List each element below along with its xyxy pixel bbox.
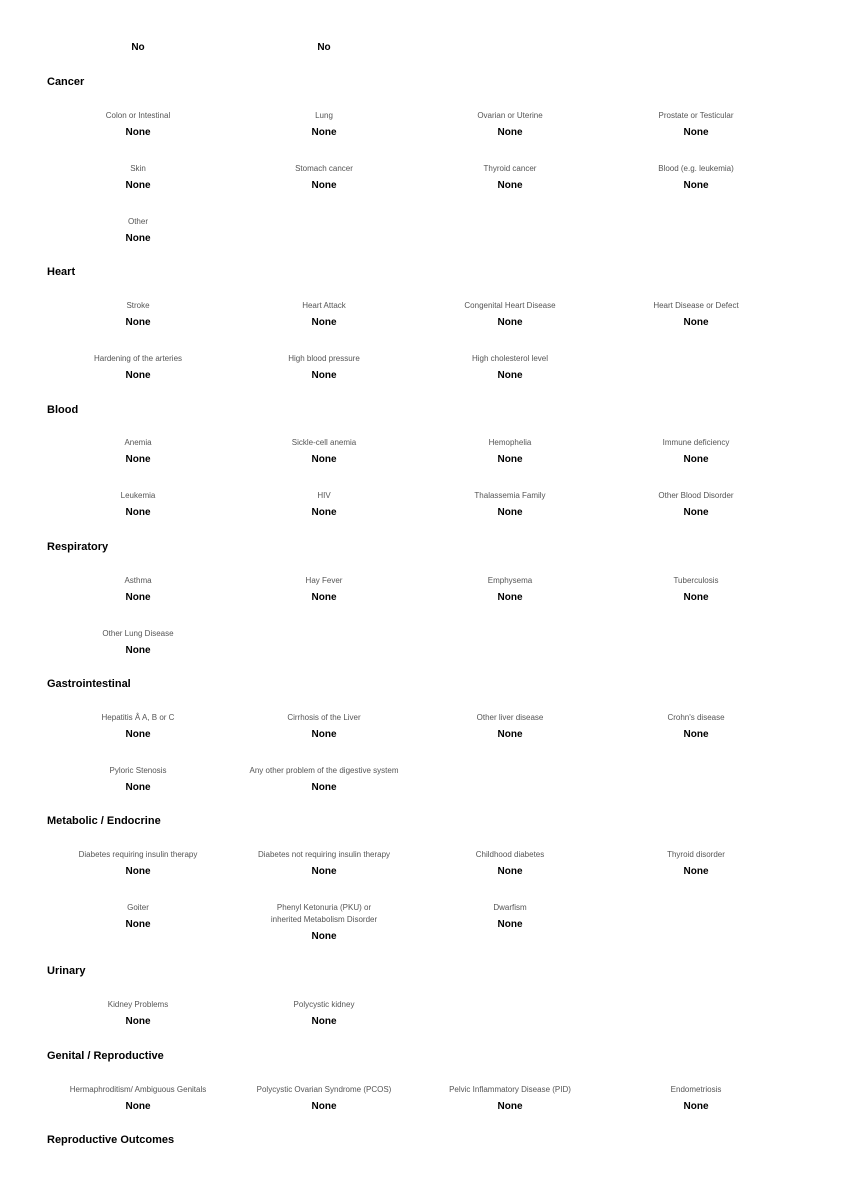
- condition-value: None: [311, 370, 337, 381]
- condition-value: None: [683, 729, 709, 740]
- condition-cell: [45, 163, 231, 192]
- condition-value: None: [311, 507, 337, 518]
- section-title-respiratory: Respiratory: [47, 541, 109, 553]
- condition-cell: [603, 163, 789, 192]
- condition-label: Blood (e.g. leukemia): [658, 164, 734, 173]
- condition-value: None: [683, 454, 709, 465]
- condition-label: Lung: [315, 111, 333, 120]
- condition-cell: [603, 300, 789, 329]
- condition-cell: [231, 765, 417, 794]
- condition-label: Crohn's disease: [667, 713, 725, 722]
- condition-cell: [231, 849, 417, 878]
- condition-value: None: [125, 454, 151, 465]
- condition-value: None: [311, 1101, 337, 1112]
- condition-cell: [603, 575, 789, 604]
- condition-cell: [45, 1084, 231, 1113]
- condition-value: None: [311, 180, 337, 191]
- condition-value: None: [125, 1016, 151, 1027]
- section-title-blood: Blood: [47, 404, 79, 416]
- condition-cell: [417, 712, 603, 741]
- condition-cell: [231, 437, 417, 466]
- condition-label: Polycystic Ovarian Syndrome (PCOS): [256, 1085, 392, 1094]
- condition-value: None: [311, 931, 337, 942]
- condition-value: None: [683, 507, 709, 518]
- top-answer: No: [131, 42, 145, 53]
- condition-label: Phenyl Ketonuria (PKU) or inherited Metabolism Disorder: [270, 903, 378, 924]
- condition-value: None: [311, 866, 337, 877]
- condition-cell: [45, 110, 231, 139]
- condition-label: Ovarian or Uterine: [477, 111, 543, 120]
- condition-label: Sickle-cell anemia: [291, 438, 357, 447]
- condition-value: None: [125, 370, 151, 381]
- condition-value: None: [497, 370, 523, 381]
- condition-label: Goiter: [127, 903, 149, 912]
- condition-cell: [231, 163, 417, 192]
- condition-value: None: [497, 592, 523, 603]
- condition-value: None: [497, 729, 523, 740]
- condition-label: Other Blood Disorder: [658, 491, 734, 500]
- condition-cell: [603, 712, 789, 741]
- condition-label: High cholesterol level: [471, 354, 549, 363]
- condition-label: Asthma: [124, 576, 152, 585]
- section-title-metabolic-endocrine: Metabolic / Endocrine: [47, 815, 161, 827]
- condition-label: Other Lung Disease: [102, 629, 174, 638]
- condition-cell: [603, 490, 789, 519]
- condition-label: Thalassemia Family: [474, 491, 546, 500]
- condition-cell: [417, 575, 603, 604]
- condition-value: None: [497, 454, 523, 465]
- condition-cell: [45, 437, 231, 466]
- condition-cell: [45, 849, 231, 878]
- condition-label: Pyloric Stenosis: [109, 766, 167, 775]
- condition-cell: [231, 999, 417, 1028]
- condition-label: Diabetes not requiring insulin therapy: [257, 850, 391, 859]
- condition-value: None: [497, 180, 523, 191]
- condition-label: Congenital Heart Disease: [464, 301, 556, 310]
- condition-label: Other: [127, 217, 148, 226]
- condition-label: Other liver disease: [476, 713, 544, 722]
- section-title-gastrointestinal: Gastrointestinal: [47, 678, 131, 690]
- condition-cell: [45, 765, 231, 794]
- condition-value: None: [683, 1101, 709, 1112]
- condition-label: Any other problem of the digestive system: [249, 766, 399, 775]
- condition-cell: [417, 163, 603, 192]
- condition-label: Stomach cancer: [295, 164, 353, 173]
- condition-label: Heart Attack: [302, 301, 346, 310]
- condition-cell: [603, 849, 789, 878]
- condition-cell: [231, 902, 417, 943]
- condition-label: Thyroid cancer: [483, 164, 537, 173]
- condition-value: None: [125, 729, 151, 740]
- condition-cell: [231, 490, 417, 519]
- condition-label: Dwarfism: [493, 903, 527, 912]
- condition-value: None: [125, 317, 151, 328]
- condition-value: None: [125, 645, 151, 656]
- condition-value: None: [125, 866, 151, 877]
- condition-cell: [417, 1084, 603, 1113]
- condition-value: None: [683, 317, 709, 328]
- condition-value: None: [311, 1016, 337, 1027]
- condition-label: Stroke: [126, 301, 150, 310]
- condition-cell: [45, 490, 231, 519]
- condition-value: None: [683, 127, 709, 138]
- condition-value: None: [683, 866, 709, 877]
- condition-value: None: [311, 729, 337, 740]
- condition-label: Hemophelia: [488, 438, 532, 447]
- condition-label: Immune deficiency: [662, 438, 730, 447]
- condition-cell: [417, 849, 603, 878]
- condition-cell: [417, 902, 603, 931]
- condition-label: Hay Fever: [305, 576, 343, 585]
- condition-label: Kidney Problems: [107, 1000, 169, 1009]
- condition-value: None: [125, 1101, 151, 1112]
- condition-cell: [417, 353, 603, 382]
- condition-value: None: [683, 592, 709, 603]
- condition-value: None: [125, 919, 151, 930]
- condition-value: None: [311, 454, 337, 465]
- top-answer: No: [317, 42, 331, 53]
- condition-label: Diabetes requiring insulin therapy: [78, 850, 198, 859]
- condition-label: Cirrhosis of the Liver: [287, 713, 361, 722]
- section-title-urinary: Urinary: [47, 965, 86, 977]
- condition-value: None: [311, 317, 337, 328]
- section-title-cancer: Cancer: [47, 76, 85, 88]
- section-title-heart: Heart: [47, 266, 76, 278]
- condition-cell: [231, 1084, 417, 1113]
- condition-value: None: [497, 866, 523, 877]
- condition-label: Prostate or Testicular: [658, 111, 734, 120]
- section-title-reproductive-outcomes: Reproductive Outcomes: [47, 1134, 175, 1146]
- condition-cell: [603, 1084, 789, 1113]
- condition-label: Emphysema: [487, 576, 533, 585]
- condition-cell: [45, 999, 231, 1028]
- condition-cell: [45, 712, 231, 741]
- condition-cell: [45, 902, 231, 931]
- condition-value: None: [497, 919, 523, 930]
- condition-value: None: [497, 1101, 523, 1112]
- condition-cell: [231, 575, 417, 604]
- condition-cell: [231, 110, 417, 139]
- condition-label: Heart Disease or Defect: [653, 301, 739, 310]
- condition-value: None: [683, 180, 709, 191]
- condition-label: Childhood diabetes: [475, 850, 545, 859]
- condition-value: None: [311, 592, 337, 603]
- top-answers-row: [0, 42, 848, 58]
- condition-cell: [603, 110, 789, 139]
- condition-label: Hermaphroditism/ Ambiguous Genitals: [69, 1085, 207, 1094]
- condition-cell: [45, 300, 231, 329]
- condition-value: None: [311, 127, 337, 138]
- condition-label: Hardening of the arteries: [93, 354, 183, 363]
- condition-value: None: [497, 507, 523, 518]
- condition-value: None: [125, 592, 151, 603]
- condition-value: None: [497, 317, 523, 328]
- condition-cell: [231, 712, 417, 741]
- condition-cell: [45, 216, 231, 245]
- condition-label: High blood pressure: [288, 354, 360, 363]
- condition-value: None: [125, 233, 151, 244]
- condition-cell: [417, 437, 603, 466]
- condition-cell: [231, 300, 417, 329]
- condition-cell: [45, 353, 231, 382]
- condition-cell: [417, 300, 603, 329]
- condition-label: HIV: [317, 491, 331, 500]
- condition-value: None: [125, 180, 151, 191]
- condition-value: None: [497, 127, 523, 138]
- condition-value: None: [311, 782, 337, 793]
- condition-cell: [45, 575, 231, 604]
- condition-label: Endometriosis: [670, 1085, 722, 1094]
- condition-value: None: [125, 507, 151, 518]
- section-title-genital-reproductive: Genital / Reproductive: [47, 1050, 164, 1062]
- condition-cell: [231, 353, 417, 382]
- condition-label: Thyroid disorder: [667, 850, 725, 859]
- condition-cell: [603, 437, 789, 466]
- condition-label: Hepatitis Â A, B or C: [101, 713, 175, 722]
- condition-label: Colon or Intestinal: [105, 111, 171, 120]
- condition-label: Polycystic kidney: [293, 1000, 355, 1009]
- condition-label: Skin: [130, 164, 146, 173]
- condition-cell: [45, 628, 231, 657]
- condition-value: None: [125, 782, 151, 793]
- condition-cell: [417, 490, 603, 519]
- condition-value: None: [125, 127, 151, 138]
- condition-label: Anemia: [124, 438, 152, 447]
- condition-label: Pelvic Inflammatory Disease (PID): [449, 1085, 571, 1094]
- condition-cell: [417, 110, 603, 139]
- condition-label: Tuberculosis: [673, 576, 719, 585]
- condition-label: Leukemia: [120, 491, 156, 500]
